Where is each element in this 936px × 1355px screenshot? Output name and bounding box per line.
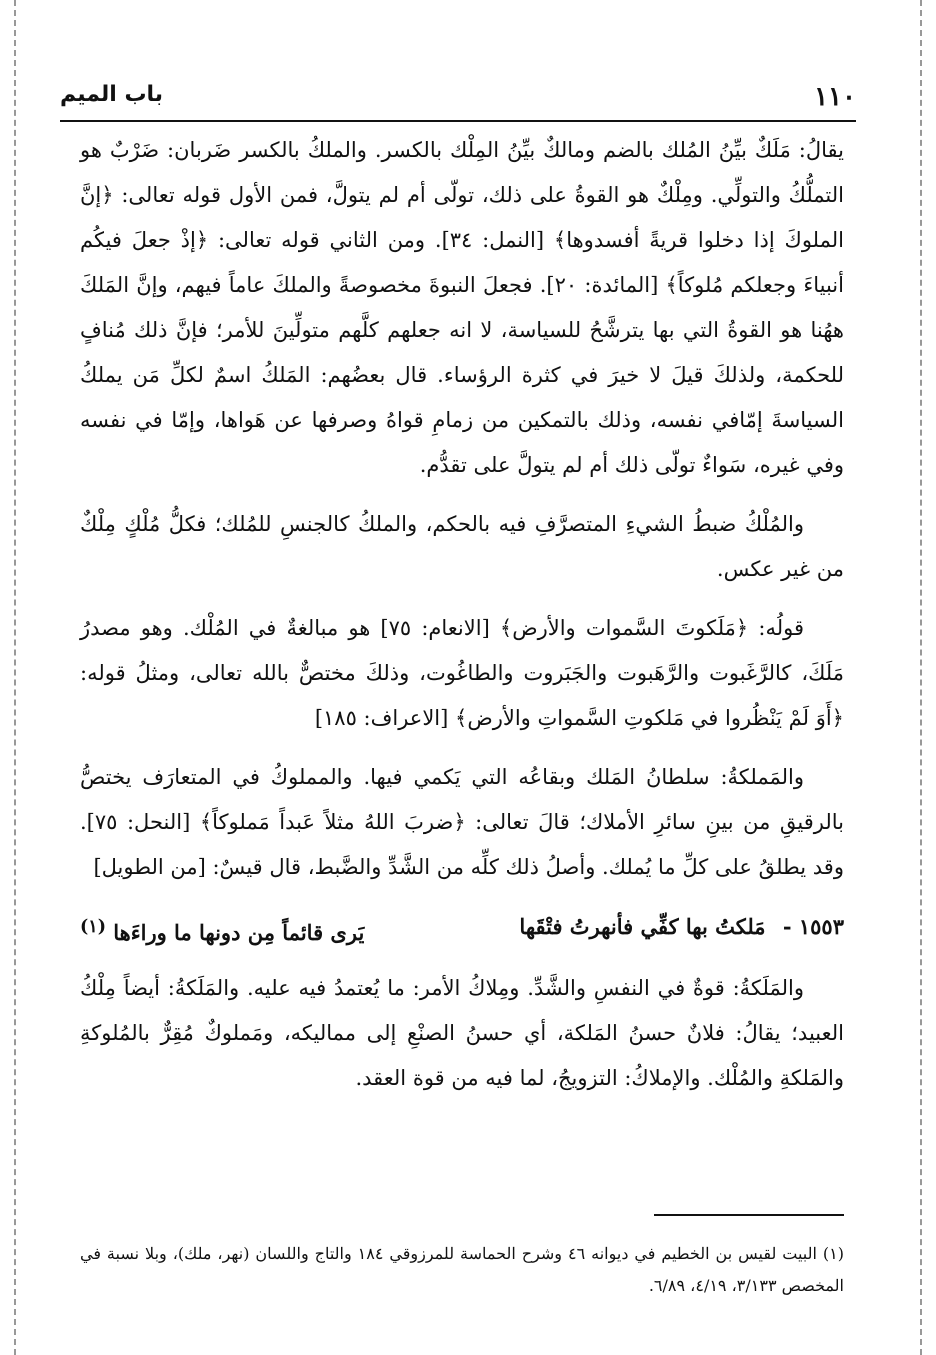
page-header [60,82,856,116]
header-rule [60,120,856,122]
paragraph-4: والمَملكةُ: سلطانُ المَلك وبقاعُه التي يَكمي فيها. والمملوكُ في المتعارَف يختصُّ بالرقيقِ من بينِ سائرِ الأملاك؛ قالَ تعالى: ﴿ضربَ اللهُ مثلاً عَبداً مَملوكاً﴾ [النحل: ٧٥]. وقد يطلقُ على كلِّ ما يُملك. وأصلُ ذلك كلِّه من الشَّدِّ والضَّبط، قال قيسٌ: [من الطويل] [80,765,844,879]
verse-number: ١٥٥٣ - [782,914,844,939]
paragraph-5: والمَلَكةُ: قوةٌ في النفسِ والشَّدِّ. ومِلاكُ الأمر: ما يُعتمدُ فيه عليه. والمَلَكةُ: أيضاً مِلْكُ العبيد؛ يقالُ: فلانٌ حسنُ المَلكة، أي حسنُ الصنْعِ إلى مماليكه، ومَملوكٌ مُقِرٌّ بالمُلوكةِ والمَلكةِ والمُلْك. والإملاكُ: التزويجُ، لما فيه من قوة العقد. [80,976,844,1090]
scan-edge-left [14,0,16,1355]
footnote-marker: (١) [80,917,106,937]
verse-first-hemistich: مَلكتُ بها كفِّي فأنهرتُ فتْقَها [519,914,766,939]
main-text [80,128,844,1115]
poetry-verse [80,904,844,956]
verse-second-hemistich: يَرى قائماً مِن دونها ما وراءَها [113,920,365,945]
verse-first-half [519,904,844,956]
footnote: (١) البيت لقيس بن الخطيم في ديوانه ٤٦ وشرح الحماسة للمرزوقي ١٨٤ والتاج واللسان (نهر، ملك)، وبلا نسبة في المخصص ٣/١٣٣، ٤/١٩، ٦/٨٩. [80,1244,844,1295]
paragraph-1: يقالُ: مَلَكٌ بيِّنُ المُلك بالضم ومالكٌ بيِّنُ المِلْك بالكسر. والملكُ بالكسر ضَربان: ضَرْبٌ هو التملُّكُ والتولِّي. ومِلْكٌ هو القوةُ على ذلك، تولّى أم لم يتولَّ، فمن الأول قوله تعالى: ﴿إنَّ الملوكَ إذا دخلوا قريةً أفسدوها﴾ [النمل: ٣٤]. ومن الثاني قوله تعالى: ﴿إذْ جعلَ فيكُم أنبياءَ وجعلكم مُلوكاً﴾ [المائدة: ٢٠]. فجعلَ النبوةَ مخصوصةً والملكَ عاماً فيهم، وإنَّ المَلكَ ههُنا هو القوةُ التي بها يترشَّحُ للسياسة، لا انه جعلهم كلَّهم متولِّينَ للأمر؛ فإنَّ ذلك مُنافٍ للحكمة، ولذلكَ قيلَ لا خيرَ في كثرة الرؤساء. قال بعضُهم: المَلكُ اسمٌ لكلِّ مَن يملكُ السياسةَ إمّافي نفسه، وذلك بالتمكين من زمامِ قواهُ وصرفها عن هَواها، وإمّا في نفسه وفي غيره، سَواءٌ تولّى ذلك أم لم يتولَّ على تقدُّم. [80,138,845,477]
verse-second-half [80,904,364,956]
page-number: ١١٠ [814,82,856,112]
footnote-rule [654,1214,844,1216]
scan-edge-right [920,0,922,1355]
paragraph-3: قولُه: ﴿مَلَكوتَ السَّموات والأرض﴾ [الانعام: ٧٥] هو مبالغةٌ في المُلْك. وهو مصدرُ مَلَكَ، كالرَّغَبوت والرَّهَبوت والجَبَروت والطاغُوت، وذلكَ مختصٌّ بالله تعالى، ومثلُ قوله: ﴿أَوَ لَمْ يَنْظُروا في مَلكوتِ السَّمواتِ والأرض﴾ [الاعراف: ١٨٥] [80,616,844,730]
paragraph-2: والمُلْكُ ضبطُ الشيءِ المتصرَّفِ فيه بالحكم، والملكُ كالجنسِ للمُلك؛ فكلُّ مُلْكٍ مِلْكٌ من غير عكس. [80,512,844,581]
chapter-title: باب الميم [60,82,164,107]
